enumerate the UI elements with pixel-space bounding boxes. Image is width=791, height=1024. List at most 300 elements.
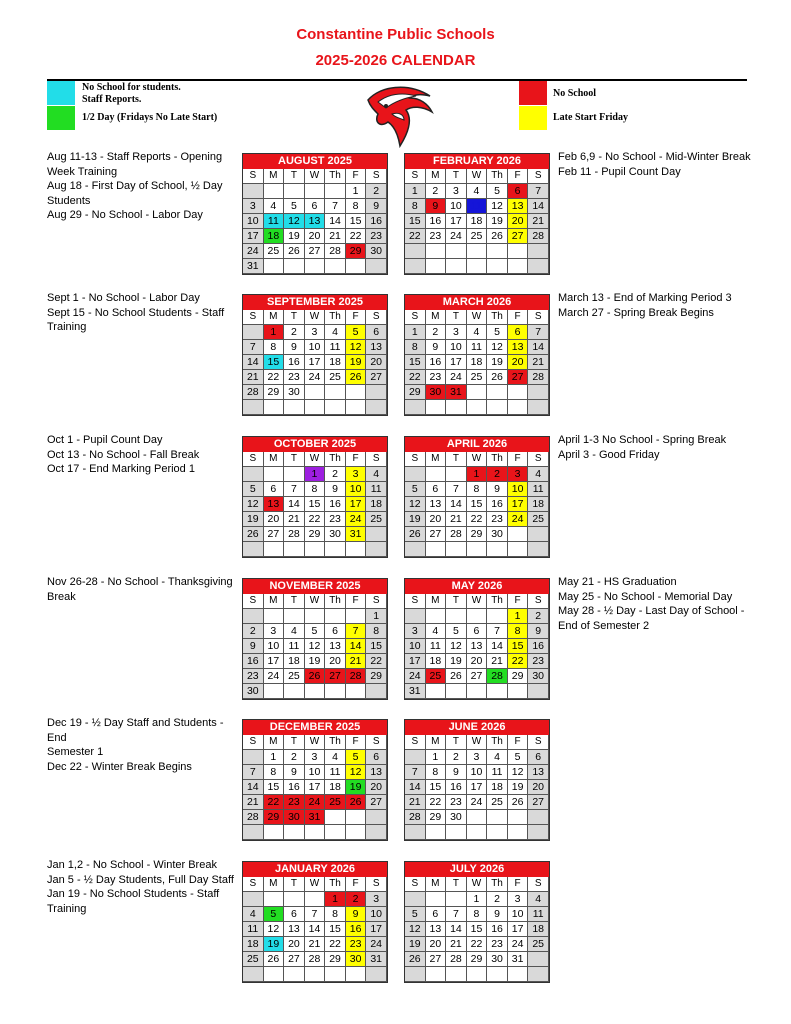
page-subtitle: 2025-2026 CALENDAR: [315, 52, 476, 69]
day-cell: 10: [366, 907, 387, 922]
day-cell: 15: [467, 497, 488, 512]
day-header: S: [528, 310, 549, 325]
day-cell: 7: [528, 184, 549, 199]
month-title: JANUARY 2026: [243, 862, 387, 877]
day-cell: 4: [487, 750, 508, 765]
notes-september: [47, 291, 237, 335]
empty-cell: [243, 467, 264, 482]
empty-cell: [426, 467, 447, 482]
day-cell: 2: [366, 184, 387, 199]
day-header: T: [446, 310, 467, 325]
day-cell: 7: [346, 624, 367, 639]
empty-cell: [426, 609, 447, 624]
day-cell: 22: [405, 229, 426, 244]
day-cell: 27: [366, 795, 387, 810]
day-cell: 17: [305, 355, 326, 370]
day-cell: 6: [508, 184, 529, 199]
day-cell: 4: [325, 750, 346, 765]
day-cell: 3: [508, 467, 529, 482]
day-cell: 22: [366, 654, 387, 669]
day-cell: 21: [243, 795, 264, 810]
day-cell: 22: [426, 795, 447, 810]
day-cell: 5: [264, 907, 285, 922]
empty-cell: [325, 184, 346, 199]
day-cell: 8: [405, 340, 426, 355]
day-header: Th: [487, 169, 508, 184]
day-cell: 30: [325, 527, 346, 542]
day-cell: 29: [426, 810, 447, 825]
day-cell: 10: [446, 199, 467, 214]
day-cell: 29: [405, 385, 426, 400]
day-cell: 18: [467, 355, 488, 370]
day-cell: 7: [446, 482, 467, 497]
day-header: M: [264, 594, 285, 609]
empty-cell: [467, 684, 488, 699]
day-cell: 5: [346, 325, 367, 340]
day-cell: 20: [366, 780, 387, 795]
day-header: M: [264, 169, 285, 184]
empty-cell: [446, 609, 467, 624]
day-header: F: [508, 877, 529, 892]
day-cell: 13: [426, 922, 447, 937]
empty-cell: [528, 952, 549, 967]
day-cell: 7: [446, 907, 467, 922]
day-cell: 31: [366, 952, 387, 967]
day-cell: 9: [284, 340, 305, 355]
legend-swatch-no-school: [519, 81, 547, 105]
day-cell: 23: [366, 229, 387, 244]
day-cell: 17: [243, 229, 264, 244]
day-cell: 28: [487, 669, 508, 684]
empty-cell: [405, 892, 426, 907]
empty-cell: [487, 259, 508, 274]
day-cell: 12: [346, 340, 367, 355]
day-header: W: [467, 877, 488, 892]
day-cell: 6: [528, 750, 549, 765]
day-cell: 31: [446, 385, 467, 400]
day-cell: 24: [346, 512, 367, 527]
day-cell: 18: [426, 654, 447, 669]
month-title: MAY 2026: [405, 579, 549, 594]
empty-cell: [487, 244, 508, 259]
day-header: Th: [325, 169, 346, 184]
month-title: NOVEMBER 2025: [243, 579, 387, 594]
day-cell: 18: [284, 654, 305, 669]
month-february-2026: [404, 153, 550, 275]
day-cell: 15: [426, 780, 447, 795]
day-cell: 2: [528, 609, 549, 624]
note-line: May 21 - HS Graduation: [558, 576, 677, 588]
day-cell: 11: [284, 639, 305, 654]
day-cell: 3: [446, 325, 467, 340]
day-cell: 31: [305, 810, 326, 825]
empty-cell: [305, 184, 326, 199]
day-cell: 15: [325, 922, 346, 937]
empty-cell: [243, 892, 264, 907]
day-cell: 9: [366, 199, 387, 214]
day-cell: 23: [243, 669, 264, 684]
day-cell: 11: [325, 765, 346, 780]
day-cell: 7: [487, 624, 508, 639]
day-cell: 19: [346, 780, 367, 795]
day-cell: 30: [487, 527, 508, 542]
note-line: Students: [47, 194, 91, 207]
day-cell: 21: [528, 355, 549, 370]
day-cell: 31: [346, 527, 367, 542]
empty-cell: [284, 259, 305, 274]
day-header: W: [305, 877, 326, 892]
day-cell: 12: [405, 497, 426, 512]
day-cell: 19: [405, 937, 426, 952]
day-header: T: [284, 310, 305, 325]
day-cell: 8: [467, 482, 488, 497]
empty-cell: [405, 467, 426, 482]
empty-cell: [325, 400, 346, 415]
day-header: T: [284, 735, 305, 750]
notes-october: [47, 433, 237, 477]
empty-cell: [426, 967, 447, 982]
day-cell: 26: [487, 229, 508, 244]
day-cell: 23: [487, 937, 508, 952]
day-cell: 18: [528, 497, 549, 512]
day-cell: 18: [243, 937, 264, 952]
month-november-2025: [242, 578, 388, 700]
day-cell: 12: [346, 765, 367, 780]
day-header: S: [405, 735, 426, 750]
day-cell: 26: [405, 952, 426, 967]
day-cell: 26: [284, 244, 305, 259]
day-cell: 23: [487, 512, 508, 527]
empty-cell: [487, 609, 508, 624]
day-cell: 25: [325, 795, 346, 810]
day-cell: 28: [243, 385, 264, 400]
day-cell: 30: [284, 810, 305, 825]
day-cell: 6: [366, 750, 387, 765]
day-cell: 28: [528, 370, 549, 385]
day-header: S: [405, 594, 426, 609]
day-cell: 13: [426, 497, 447, 512]
day-header: T: [446, 169, 467, 184]
empty-cell: [467, 385, 488, 400]
day-cell: 23: [325, 512, 346, 527]
day-cell: 29: [346, 244, 367, 259]
legend-label-late-start: Late Start Friday: [553, 112, 628, 123]
day-cell: 20: [528, 780, 549, 795]
day-cell: 18: [264, 229, 285, 244]
day-cell: 22: [346, 229, 367, 244]
day-cell: 5: [487, 184, 508, 199]
day-cell: 25: [325, 370, 346, 385]
legend-swatch-half-day: [47, 106, 75, 130]
empty-cell: [264, 684, 285, 699]
empty-cell: [325, 542, 346, 557]
day-header: S: [366, 735, 387, 750]
day-cell: 24: [508, 937, 529, 952]
day-header: M: [264, 877, 285, 892]
day-cell: 14: [446, 922, 467, 937]
empty-cell: [405, 967, 426, 982]
day-header: T: [284, 877, 305, 892]
day-cell: 1: [508, 609, 529, 624]
day-cell: 1: [305, 467, 326, 482]
empty-cell: [487, 825, 508, 840]
day-cell: 1: [366, 609, 387, 624]
note-line: Week Training: [47, 165, 118, 178]
empty-cell: [346, 825, 367, 840]
empty-cell: [284, 825, 305, 840]
empty-cell: [305, 892, 326, 907]
day-cell: 14: [284, 497, 305, 512]
empty-cell: [243, 825, 264, 840]
day-header: W: [305, 310, 326, 325]
day-cell: 24: [264, 669, 285, 684]
note-line: Semester 1: [47, 746, 104, 758]
empty-cell: [284, 467, 305, 482]
empty-cell: [446, 967, 467, 982]
notes-january: [47, 858, 237, 916]
empty-cell: [346, 542, 367, 557]
day-header: T: [284, 594, 305, 609]
notes-november: [47, 575, 237, 604]
empty-cell: [528, 967, 549, 982]
day-cell: 21: [405, 795, 426, 810]
day-header: M: [426, 735, 447, 750]
notes-may: [558, 575, 758, 633]
day-cell: 5: [405, 482, 426, 497]
day-cell: 21: [446, 512, 467, 527]
note-line: Break: [47, 590, 76, 603]
day-header: S: [243, 169, 264, 184]
day-cell: 19: [346, 355, 367, 370]
empty-cell: [305, 825, 326, 840]
day-cell: 14: [243, 355, 264, 370]
month-title: OCTOBER 2025: [243, 437, 387, 452]
day-cell: 12: [508, 765, 529, 780]
note-line: Nov 26-28 - No School - Thanksgiving: [47, 576, 233, 588]
empty-cell: [264, 184, 285, 199]
day-cell: 12: [243, 497, 264, 512]
day-cell: 8: [305, 482, 326, 497]
day-cell: 7: [243, 340, 264, 355]
day-cell: 13: [366, 340, 387, 355]
day-cell: 25: [243, 952, 264, 967]
empty-cell: [508, 542, 529, 557]
note-line: Oct 1 - Pupil Count Day: [47, 434, 163, 446]
day-cell: 27: [508, 370, 529, 385]
day-cell: 9: [325, 482, 346, 497]
empty-cell: [405, 542, 426, 557]
day-cell: 13: [325, 639, 346, 654]
day-cell: 17: [508, 497, 529, 512]
day-cell: 7: [405, 765, 426, 780]
day-cell: 2: [243, 624, 264, 639]
note-line: Aug 11-13 - Staff Reports - Opening: [47, 151, 223, 163]
empty-cell: [508, 527, 529, 542]
day-cell: 2: [325, 467, 346, 482]
empty-cell: [366, 967, 387, 982]
day-cell: 4: [426, 624, 447, 639]
day-cell: 20: [264, 512, 285, 527]
day-cell: 1: [426, 750, 447, 765]
day-cell: 3: [446, 184, 467, 199]
empty-cell: [528, 259, 549, 274]
day-cell: 22: [325, 937, 346, 952]
day-cell: 8: [325, 907, 346, 922]
day-cell: 1: [264, 325, 285, 340]
day-header: M: [426, 594, 447, 609]
day-cell: 10: [467, 765, 488, 780]
empty-cell: [405, 825, 426, 840]
day-cell: 29: [264, 385, 285, 400]
empty-cell: [508, 967, 529, 982]
day-header: Th: [487, 877, 508, 892]
empty-cell: [528, 244, 549, 259]
month-title: AUGUST 2025: [243, 154, 387, 169]
day-cell: 9: [243, 639, 264, 654]
day-cell: 22: [508, 654, 529, 669]
day-cell: 21: [446, 937, 467, 952]
day-cell: 16: [284, 355, 305, 370]
day-cell: 31: [405, 684, 426, 699]
day-cell: 16: [426, 355, 447, 370]
day-cell: 17: [366, 922, 387, 937]
day-header: Th: [487, 594, 508, 609]
day-header: S: [366, 310, 387, 325]
day-cell: 15: [508, 639, 529, 654]
day-cell: 10: [405, 639, 426, 654]
day-header: S: [366, 169, 387, 184]
day-cell: 13: [366, 765, 387, 780]
month-title: DECEMBER 2025: [243, 720, 387, 735]
day-cell: 5: [284, 199, 305, 214]
day-cell: 13: [305, 214, 326, 229]
day-cell: 15: [264, 780, 285, 795]
empty-cell: [405, 259, 426, 274]
day-cell: 16: [446, 780, 467, 795]
month-may-2026: [404, 578, 550, 700]
empty-cell: [346, 400, 367, 415]
day-cell: 26: [508, 795, 529, 810]
empty-cell: [264, 825, 285, 840]
month-january-2026: [242, 861, 388, 983]
day-cell: 10: [508, 907, 529, 922]
day-cell: 16: [243, 654, 264, 669]
empty-cell: [325, 810, 346, 825]
day-header: F: [346, 877, 367, 892]
day-header: F: [508, 452, 529, 467]
day-cell: 9: [487, 482, 508, 497]
month-june-2026: [404, 719, 550, 841]
day-cell: 15: [405, 214, 426, 229]
day-cell: 10: [305, 340, 326, 355]
falcon-logo-icon: [364, 84, 436, 150]
note-line: Dec 22 - Winter Break Begins: [47, 760, 192, 773]
empty-cell: [446, 259, 467, 274]
day-cell: 29: [508, 669, 529, 684]
day-cell: 17: [305, 780, 326, 795]
empty-cell: [426, 542, 447, 557]
empty-cell: [467, 810, 488, 825]
day-header: T: [284, 452, 305, 467]
empty-cell: [487, 400, 508, 415]
empty-cell: [264, 400, 285, 415]
day-cell: 6: [508, 325, 529, 340]
day-cell: 11: [487, 765, 508, 780]
empty-cell: [243, 967, 264, 982]
note-line: Feb 11 - Pupil Count Day: [558, 165, 681, 178]
day-cell: 21: [325, 229, 346, 244]
day-cell: 20: [284, 937, 305, 952]
day-header: Th: [325, 735, 346, 750]
day-cell: 14: [325, 214, 346, 229]
day-header: M: [264, 735, 285, 750]
month-april-2026: [404, 436, 550, 558]
empty-cell: [446, 892, 467, 907]
day-cell: 6: [264, 482, 285, 497]
day-cell: 14: [528, 340, 549, 355]
empty-cell: [305, 684, 326, 699]
day-cell: 25: [467, 229, 488, 244]
day-cell: 21: [284, 512, 305, 527]
day-cell: 17: [446, 355, 467, 370]
day-cell: 20: [426, 937, 447, 952]
day-cell: 23: [446, 795, 467, 810]
day-cell: 20: [426, 512, 447, 527]
empty-cell: [405, 750, 426, 765]
day-cell: 25: [366, 512, 387, 527]
day-cell: 3: [305, 325, 326, 340]
day-cell: 18: [487, 780, 508, 795]
note-line: May 25 - No School - Memorial Day: [558, 590, 733, 603]
empty-cell: [305, 400, 326, 415]
empty-cell: [325, 684, 346, 699]
day-cell: 28: [325, 244, 346, 259]
empty-cell: [528, 542, 549, 557]
empty-cell: [405, 400, 426, 415]
day-cell: 31: [508, 952, 529, 967]
note-line: Oct 13 - No School - Fall Break: [47, 448, 200, 461]
day-cell: 29: [366, 669, 387, 684]
legend-swatch-staff-reports: [47, 81, 75, 105]
day-header: S: [528, 169, 549, 184]
day-cell: 1: [346, 184, 367, 199]
day-cell: 12: [487, 199, 508, 214]
day-cell: 29: [467, 527, 488, 542]
empty-cell: [346, 259, 367, 274]
day-cell: 8: [264, 765, 285, 780]
note-line: Feb 6,9 - No School - Mid-Winter Break: [558, 151, 751, 163]
day-cell: 13: [264, 497, 285, 512]
empty-cell: [508, 825, 529, 840]
empty-cell: [508, 259, 529, 274]
day-header: Th: [325, 594, 346, 609]
day-header: Th: [325, 310, 346, 325]
day-header: S: [243, 735, 264, 750]
empty-cell: [346, 385, 367, 400]
month-title: SEPTEMBER 2025: [243, 295, 387, 310]
day-cell: 18: [528, 922, 549, 937]
day-cell: 29: [264, 810, 285, 825]
empty-cell: [366, 527, 387, 542]
empty-cell: [508, 385, 529, 400]
day-cell: 10: [508, 482, 529, 497]
empty-cell: [508, 810, 529, 825]
empty-cell: [426, 244, 447, 259]
day-cell: 24: [305, 795, 326, 810]
empty-cell: [366, 259, 387, 274]
day-cell: 6: [426, 482, 447, 497]
empty-cell: [528, 527, 549, 542]
